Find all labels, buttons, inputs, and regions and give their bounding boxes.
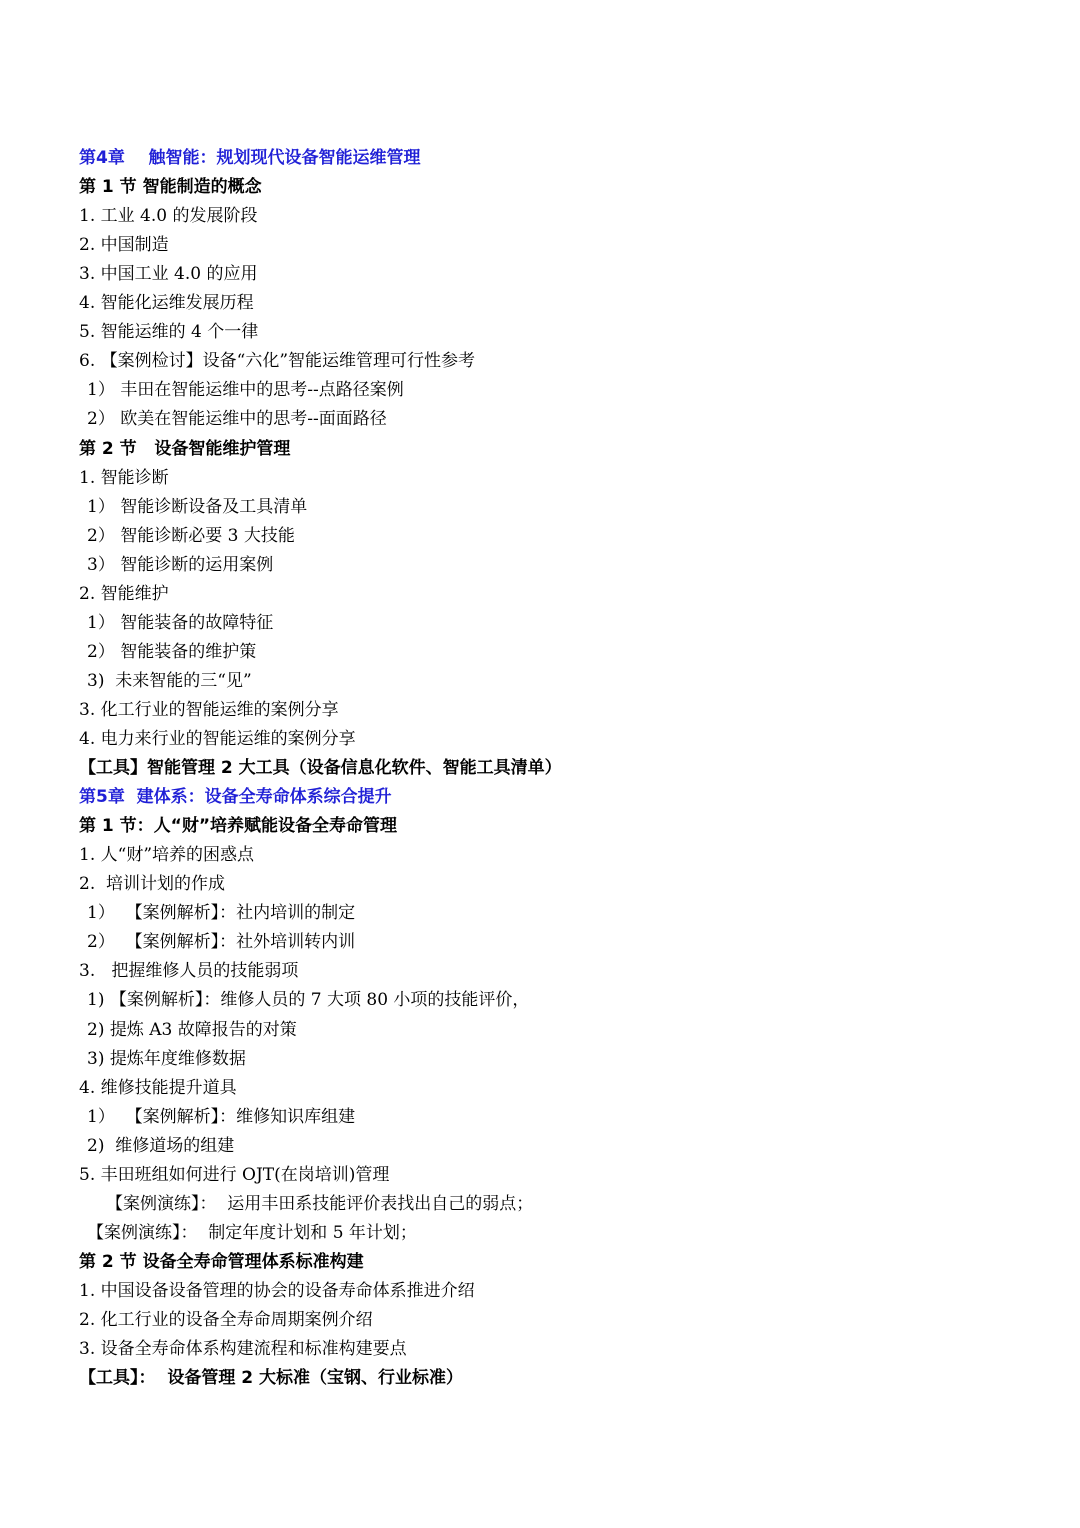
section-heading: 第 2 节 设备全寿命管理体系标准构建 xyxy=(79,1251,364,1272)
sub-list-item: 3） 智能诊断的运用案例 xyxy=(87,554,274,575)
list-item: 1. 工业 4.0 的发展阶段 xyxy=(79,206,258,227)
section-heading: 【工具】智能管理 2 大工具（设备信息化软件、智能工具清单） xyxy=(79,758,562,779)
list-item: 5. 丰田班组如何进行 OJT(在岗培训)管理 xyxy=(79,1164,390,1185)
list-item: 2. 培训计划的作成 xyxy=(79,874,226,895)
list-item: 3. 化工行业的智能运维的案例分享 xyxy=(79,699,339,720)
sub-list-item: 1） 智能装备的故障特征 xyxy=(87,612,274,633)
list-item: 2. 智能维护 xyxy=(79,583,169,604)
list-item: 4. 维修技能提升道具 xyxy=(79,1077,237,1098)
sub-list-item: 2） 欧美在智能运维中的思考--面面路径 xyxy=(87,409,387,430)
sub-list-item: 2) 维修道场的组建 xyxy=(87,1135,235,1156)
list-item: 1. 人“财”培养的困惑点 xyxy=(79,845,255,866)
sub-list-item: 1) 【案例解析】：维修人员的 7 大项 80 小项的技能评价， xyxy=(87,990,530,1011)
section-heading: 第 1 节：人“财”培养赋能设备全寿命管理 xyxy=(79,816,398,837)
chapter-heading: 第4章 触智能：规划现代设备智能运维管理 xyxy=(79,148,421,168)
section-heading: 【工具】： 设备管理 2 大标准（宝钢、行业标准） xyxy=(79,1368,464,1389)
sub-list-item: 2） 【案例解析】：社外培训转内训 xyxy=(87,932,356,953)
list-item: 4. 智能化运维发展历程 xyxy=(79,293,254,314)
list-item: 6. 【案例检讨】设备“六化”智能运维管理可行性参考 xyxy=(79,351,476,372)
sub-list-item: 3) 提炼年度维修数据 xyxy=(87,1048,246,1069)
list-item: 2. 化工行业的设备全寿命周期案例介绍 xyxy=(79,1310,373,1330)
sub-list-item: 2) 提炼 A3 故障报告的对策 xyxy=(87,1019,297,1040)
section-heading: 第 2 节 设备智能维护管理 xyxy=(79,438,291,459)
sub-list-item: 1） 【案例解析】：维修知识库组建 xyxy=(87,1106,356,1127)
sub-list-item: 2） 智能诊断必要 3 大技能 xyxy=(87,525,295,546)
list-item: 3. 把握维修人员的技能弱项 xyxy=(79,961,299,982)
exercise-line: 【案例演练】： 制定年度计划和 5 年计划； xyxy=(87,1222,417,1243)
sub-list-item: 1） 丰田在智能运维中的思考--点路径案例 xyxy=(87,380,404,401)
list-item: 1. 智能诊断 xyxy=(79,467,169,488)
list-item: 4. 电力来行业的智能运维的案例分享 xyxy=(79,729,356,749)
sub-list-item: 1） 【案例解析】：社内培训的制定 xyxy=(87,903,356,924)
sub-list-item: 1） 智能诊断设备及工具清单 xyxy=(87,496,308,517)
list-item: 3. 中国工业 4.0 的应用 xyxy=(79,264,258,285)
list-item: 5. 智能运维的 4 个一律 xyxy=(79,322,259,343)
section-heading: 第 1 节 智能制造的概念 xyxy=(79,177,262,198)
sub-list-item: 3) 未来智能的三“见” xyxy=(87,670,252,691)
list-item: 2. 中国制造 xyxy=(79,235,169,256)
list-item: 1. 中国设备设备管理的协会的设备寿命体系推进介绍 xyxy=(79,1280,475,1301)
sub-list-item: 2） 智能装备的维护策 xyxy=(87,641,257,662)
chapter-heading: 第5章 建体系：设备全寿命体系综合提升 xyxy=(79,787,392,808)
exercise-line: 【案例演练】： 运用丰田系技能评价表找出自己的弱点； xyxy=(106,1193,534,1214)
list-item: 3. 设备全寿命体系构建流程和标准构建要点 xyxy=(79,1339,407,1360)
